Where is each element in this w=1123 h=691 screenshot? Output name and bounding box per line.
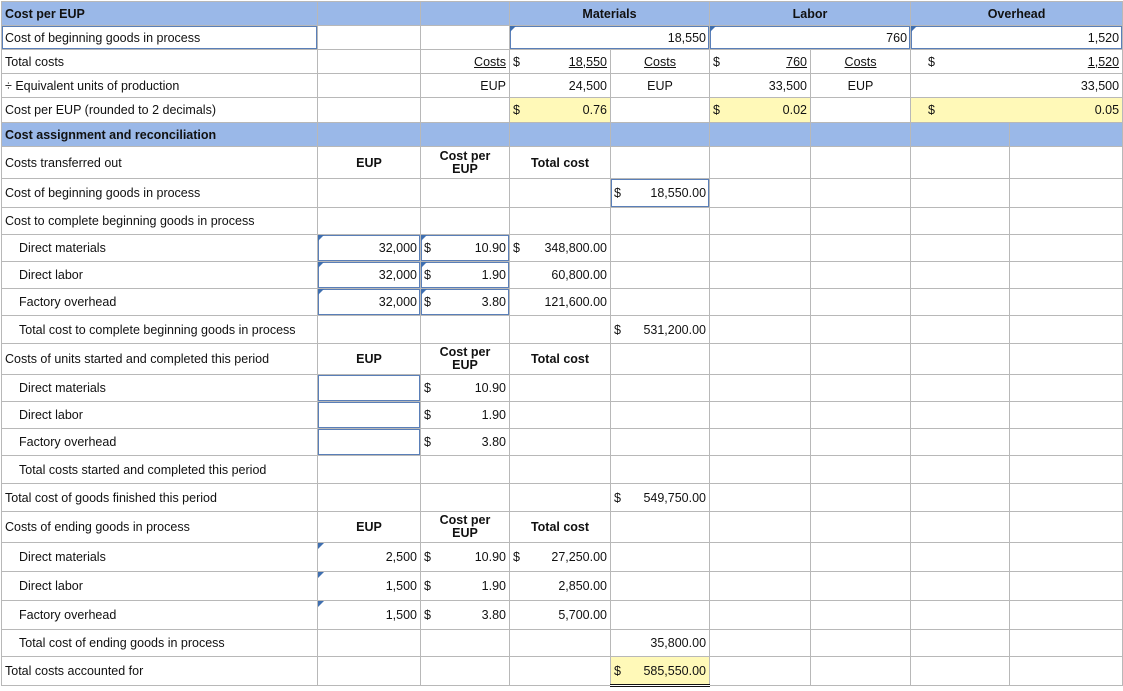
cost-per-eup-result-row (2, 98, 1123, 123)
assignment-header-row (2, 123, 1123, 147)
ending-row (2, 512, 1123, 543)
dollar-sign: $ (513, 241, 520, 255)
overhead-per-unit-cell[interactable]: $ 0.05 (911, 98, 1123, 123)
cost-per-eup-label: Cost per EUP (rounded to 2 decimals) (2, 98, 318, 123)
beg-goods-total-cell[interactable]: $ 18,550.00 (611, 179, 710, 208)
cost-worksheet (1, 1, 1123, 687)
complete-dm-row (2, 235, 1123, 262)
eup-column-header: EUP (318, 147, 421, 179)
started-dm-row (2, 375, 1123, 402)
dollar-sign: $ (614, 322, 621, 337)
ending-dm-row (2, 543, 1123, 572)
complete-dm-total-cell: $ 348,800.00 (510, 235, 611, 262)
labor-beginning-cell[interactable]: 760 (710, 26, 911, 50)
factory-overhead-label: Factory overhead (2, 429, 318, 456)
materials-beginning-cell[interactable]: 18,550 (510, 26, 710, 50)
direct-materials-label: Direct materials (2, 375, 318, 402)
started-dl-rate-cell: $ 1.90 (421, 402, 510, 429)
started-dl-eup-input[interactable] (318, 402, 421, 429)
dollar-sign: $ (614, 490, 621, 505)
dollar-sign: $ (424, 268, 431, 282)
complete-dm-rate-cell[interactable]: $ 10.90 (421, 235, 510, 262)
complete-oh-rate-cell[interactable]: $ 3.80 (421, 289, 510, 316)
labor-header: Labor (710, 2, 911, 26)
ending-oh-rate-cell: $ 3.80 (421, 601, 510, 630)
beginning-goods-row (2, 26, 1123, 50)
ending-dl-row (2, 572, 1123, 601)
ending-dm-total-cell: $ 27,250.00 (510, 543, 611, 572)
complete-dl-eup-cell[interactable]: 32,000 (318, 262, 421, 289)
direct-materials-label: Direct materials (2, 543, 318, 572)
total-started-label: Total costs started and completed this period (2, 456, 318, 484)
ending-dl-eup-cell[interactable]: 1,500 (318, 572, 421, 601)
direct-labor-label: Direct labor (2, 262, 318, 289)
transferred-out-label: Costs transferred out (2, 147, 318, 179)
cost-per-eup-column-header: Cost per EUP (421, 344, 510, 375)
materials-eup-cell: 24,500 (510, 74, 611, 98)
complete-beg-row (2, 208, 1123, 235)
assignment-title: Cost assignment and reconciliation (2, 123, 318, 147)
finished-value: $ 549,750.00 (611, 484, 710, 512)
materials-costs-label: Costs (421, 50, 510, 74)
finished-label: Total cost of goods finished this period (2, 484, 318, 512)
started-oh-eup-input[interactable] (318, 429, 421, 456)
accounted-value: $ 585,550.00 (611, 657, 710, 686)
ending-label: Costs of ending goods in process (2, 512, 318, 543)
materials-per-unit-cell[interactable]: $ 0.76 (510, 98, 611, 123)
ending-dl-total-cell: 2,850.00 (510, 572, 611, 601)
started-dm-eup-input[interactable] (318, 375, 421, 402)
dollar-sign: $ (424, 408, 431, 422)
complete-oh-row (2, 289, 1123, 316)
ending-oh-row (2, 601, 1123, 630)
complete-dl-rate-cell[interactable]: $ 1.90 (421, 262, 510, 289)
dollar-sign: $ (713, 54, 720, 69)
accounted-label: Total costs accounted for (2, 657, 318, 686)
beg-goods-row (2, 179, 1123, 208)
complete-dl-row (2, 262, 1123, 289)
ending-dl-rate-cell: $ 1.90 (421, 572, 510, 601)
dollar-sign: $ (424, 241, 431, 255)
eup-division-label: ÷ Equivalent units of production (2, 74, 318, 98)
started-dm-rate-cell: $ 10.90 (421, 375, 510, 402)
started-completed-row (2, 344, 1123, 375)
finished-row (2, 484, 1123, 512)
total-cost-column-header: Total cost (510, 344, 611, 375)
total-ending-value: 35,800.00 (611, 630, 710, 657)
cost-per-eup-title: Cost per EUP (2, 2, 318, 26)
cost-per-eup-column-header: Cost per EUP (421, 147, 510, 179)
total-started-row (2, 456, 1123, 484)
ending-oh-eup-cell[interactable]: 1,500 (318, 601, 421, 630)
started-oh-row (2, 429, 1123, 456)
dollar-sign: $ (424, 435, 431, 449)
factory-overhead-label: Factory overhead (2, 289, 318, 316)
materials-eup-label: EUP (421, 74, 510, 98)
labor-total-cell: $ 760 (710, 50, 811, 74)
total-costs-row (2, 50, 1123, 74)
dollar-sign: $ (513, 54, 520, 69)
complete-dm-eup-cell[interactable]: 32,000 (318, 235, 421, 262)
factory-overhead-label: Factory overhead (2, 601, 318, 630)
beg-goods-label: Cost of beginning goods in process (2, 179, 318, 208)
dollar-sign: $ (424, 381, 431, 395)
total-cost-column-header: Total cost (510, 147, 611, 179)
complete-dl-total-cell: 60,800.00 (510, 262, 611, 289)
cost-per-eup-column-header: Cost per EUP (421, 512, 510, 543)
direct-materials-label: Direct materials (2, 235, 318, 262)
eup-column-header: EUP (318, 512, 421, 543)
cost-per-eup-header-row (2, 2, 1123, 26)
labor-costs-label: Costs (611, 50, 710, 74)
total-ending-row (2, 630, 1123, 657)
total-complete-beg-row (2, 316, 1123, 344)
dollar-sign: $ (928, 103, 935, 117)
beginning-goods-label[interactable]: Cost of beginning goods in process (2, 26, 318, 50)
materials-total-cell: $ 18,550 (510, 50, 611, 74)
direct-labor-label: Direct labor (2, 402, 318, 429)
started-completed-label: Costs of units started and completed this period (2, 344, 318, 375)
transferred-out-row (2, 147, 1123, 179)
dollar-sign: $ (424, 550, 431, 564)
total-costs-label: Total costs (2, 50, 318, 74)
eup-row (2, 74, 1123, 98)
started-dl-row (2, 402, 1123, 429)
complete-oh-total-cell: 121,600.00 (510, 289, 611, 316)
ending-dm-rate-cell: $ 10.90 (421, 543, 510, 572)
dollar-sign: $ (424, 295, 431, 309)
overhead-costs-label: Costs (811, 50, 911, 74)
accounted-row (2, 657, 1123, 686)
labor-eup-cell: 33,500 (710, 74, 811, 98)
dollar-sign: $ (513, 103, 520, 117)
overhead-beginning-cell[interactable]: 1,520 (911, 26, 1123, 50)
overhead-header: Overhead (911, 2, 1123, 26)
labor-per-unit-cell[interactable]: $ 0.02 (710, 98, 811, 123)
dollar-sign: $ (513, 550, 520, 564)
complete-beg-label: Cost to complete beginning goods in process (2, 208, 318, 235)
overhead-eup-label: EUP (811, 74, 911, 98)
dollar-sign: $ (713, 103, 720, 117)
labor-eup-label: EUP (611, 74, 710, 98)
complete-oh-eup-cell[interactable]: 32,000 (318, 289, 421, 316)
total-cost-column-header: Total cost (510, 512, 611, 543)
ending-oh-total-cell: 5,700.00 (510, 601, 611, 630)
eup-column-header: EUP (318, 344, 421, 375)
total-ending-label: Total cost of ending goods in process (2, 630, 318, 657)
dollar-sign: $ (424, 579, 431, 593)
direct-labor-label: Direct labor (2, 572, 318, 601)
ending-dm-eup-cell[interactable]: 2,500 (318, 543, 421, 572)
overhead-eup-cell: 33,500 (911, 74, 1123, 98)
total-complete-beg-label: Total cost to complete beginning goods in process (2, 316, 318, 344)
overhead-total-cell: $ 1,520 (911, 50, 1123, 74)
started-oh-rate-cell: $ 3.80 (421, 429, 510, 456)
total-complete-beg-value: $ 531,200.00 (611, 316, 710, 344)
materials-header: Materials (510, 2, 710, 26)
dollar-sign: $ (614, 663, 621, 678)
dollar-sign: $ (424, 608, 431, 622)
dollar-sign: $ (614, 186, 621, 200)
dollar-sign: $ (928, 54, 935, 69)
